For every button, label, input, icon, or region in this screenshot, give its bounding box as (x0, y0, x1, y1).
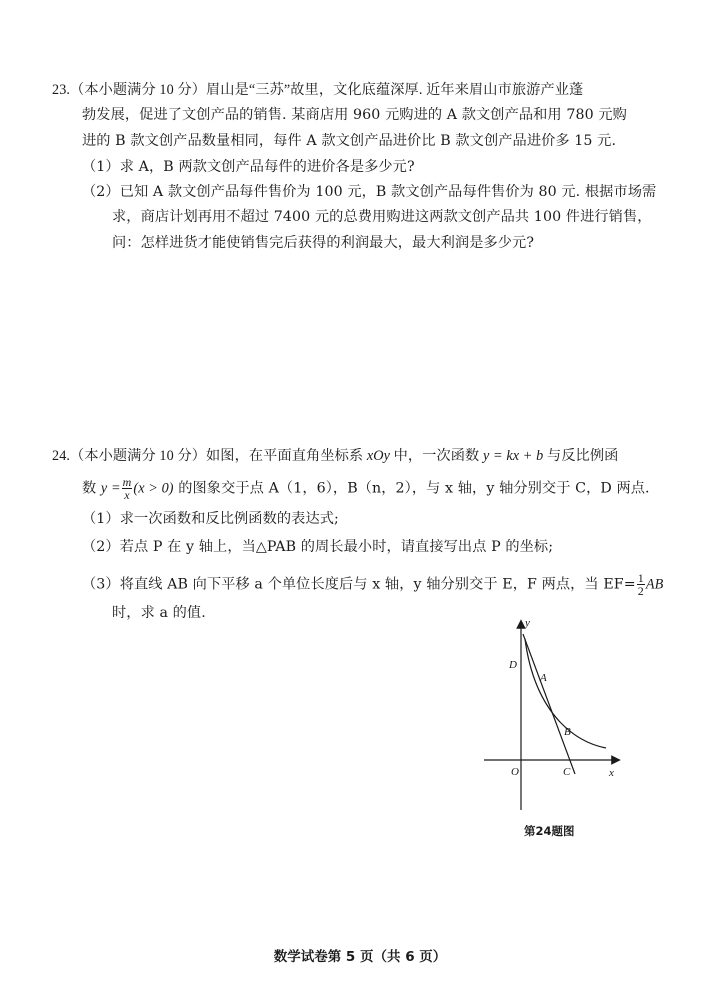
q24-fraction-numerator: m (122, 475, 132, 489)
q24-line-1-prefix: 24.（本小题满分 10 分）如图，在平面直角坐标系 (52, 448, 367, 464)
label-c: C (563, 766, 571, 778)
q24-fraction-denominator: x (124, 488, 130, 502)
q24-line-2 (82, 476, 650, 501)
q24-coordinate-system: xOy (366, 448, 390, 464)
q24-part-3-line-1 (82, 572, 663, 597)
q24-line-1 (52, 446, 618, 466)
q24-figure (478, 614, 628, 814)
q24-line-2-suffix: 的图象交于点 A（1，6），B（n，2），与 x 轴，y 轴分别交于 C，D 两点. (173, 480, 650, 497)
label-b: B (564, 726, 571, 738)
q24-line-2-prefix: 数 (82, 480, 101, 497)
label-d: D (509, 659, 517, 671)
q24-part-2: （2）若点 P 在 y 轴上，当△PAB 的周长最小时，请直接写出点 P 的坐标; (82, 539, 554, 555)
q24-half-fraction (637, 572, 645, 597)
q24-half-numerator: 1 (637, 571, 644, 585)
q23-line-1: 23.（本小题满分 10 分）眉山是“三苏”故里，文化底蕴深厚. 近年来眉山市旅游产业蓬 (52, 82, 584, 98)
q24-half-denominator: 2 (637, 584, 644, 598)
q23-part-1: （1）求 A，B 两款文创产品每件的进价各是多少元? (82, 159, 415, 175)
q24-line-1-mid: 中，一次函数 (389, 448, 483, 464)
q24-line-1-suffix: 与反比例函 (543, 448, 619, 464)
q24-part-1: （1）求一次函数和反比例函数的表达式; (82, 511, 339, 527)
q24-inverse-fraction (122, 476, 133, 501)
label-x: x (609, 767, 614, 779)
q24-part-3-prefix: （3）将直线 AB 向下平移 a 个单位长度后与 x 轴，y 轴分别交于 E，F 两点，当 EF= (82, 576, 636, 593)
line-ab (523, 634, 575, 774)
coordinate-graph (478, 614, 628, 814)
page-footer: 数学试卷第 5 页（共 6 页） (273, 949, 447, 965)
label-y: y (525, 617, 530, 629)
q23-part-2-line-1: （2）已知 A 款文创产品每件售价为 100 元，B 款文创产品每件售价为 80 元. 根据市场需 (82, 184, 657, 200)
q24-domain: (x > 0) (133, 480, 174, 497)
q23-part-2-line-3: 问：怎样进货才能使销售完后获得的利润最大，最大利润是多少元? (112, 235, 535, 251)
figure-caption: 第24题图 (524, 824, 575, 838)
label-origin: O (511, 766, 519, 778)
label-a: A (540, 672, 547, 684)
q24-y-equals: y = (100, 480, 121, 497)
q24-part-3-line-2: 时，求 a 的值. (112, 605, 206, 621)
q24-part-3-suffix: AB (645, 576, 664, 593)
q23-part-2-line-2: 求，商店计划再用不超过 7400 元的总费用购进这两款文创产品共 100 件进行销售， (112, 209, 652, 225)
q23-line-3: 进的 B 款文创产品数量相同，每件 A 款文创产品进价比 B 款文创产品进价多 15 元. (82, 133, 617, 149)
q24-linear-function: y = kx + b (483, 448, 544, 464)
q23-line-2: 勃发展，促进了文创产品的销售. 某商店用 960 元购进的 A 款文创产品和用 780 元购 (82, 107, 627, 123)
